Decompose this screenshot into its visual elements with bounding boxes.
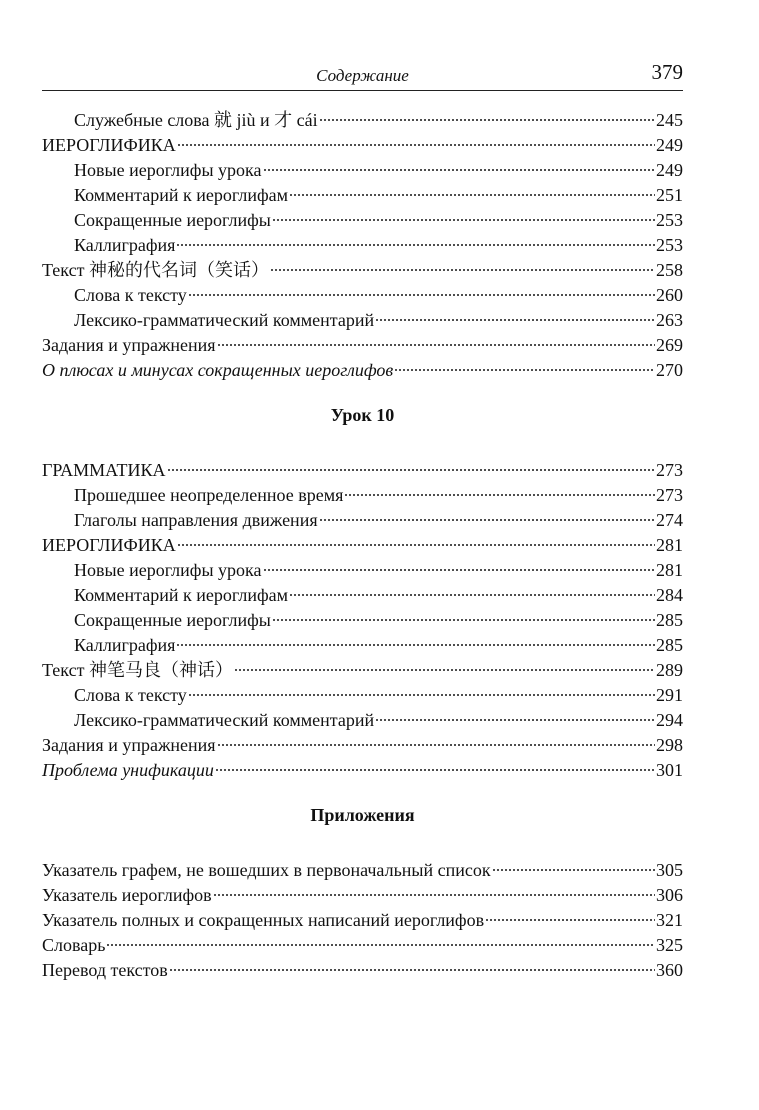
dot-leader bbox=[217, 743, 655, 747]
dot-leader bbox=[106, 943, 655, 947]
toc-entry-title: ИЕРОГЛИФИКА bbox=[42, 535, 176, 555]
toc-entry-title: О плюсах и минусах сокращенных иероглифов bbox=[42, 360, 394, 380]
section-gap bbox=[42, 383, 683, 403]
toc-entry-page: 269 bbox=[656, 335, 683, 355]
toc-entry-title: Задания и упражнения bbox=[42, 735, 216, 755]
toc-entry[interactable] bbox=[42, 683, 683, 708]
toc-entry-page: 285 bbox=[656, 610, 683, 630]
dot-leader bbox=[319, 518, 655, 522]
toc-entry-title: Лексико-грамматический комментарий bbox=[74, 710, 375, 730]
toc-entry-title: ИЕРОГЛИФИКА bbox=[42, 135, 176, 155]
toc-entry-page: 289 bbox=[656, 660, 683, 680]
page-number: 379 bbox=[651, 60, 683, 84]
toc-entry[interactable] bbox=[42, 758, 683, 783]
toc-entry[interactable] bbox=[42, 583, 683, 608]
dot-leader bbox=[272, 618, 655, 622]
toc-entry[interactable] bbox=[42, 908, 683, 933]
toc-entry-page: 301 bbox=[656, 760, 683, 780]
toc-entry-page: 273 bbox=[656, 485, 683, 505]
toc-entry[interactable] bbox=[42, 208, 683, 233]
toc-entry[interactable] bbox=[42, 233, 683, 258]
toc-entry-page: 294 bbox=[656, 710, 683, 730]
toc-entry-page: 245 bbox=[656, 110, 683, 130]
toc-entry-page: 274 bbox=[656, 510, 683, 530]
running-head: Содержание bbox=[316, 66, 409, 85]
section-heading: Приложения bbox=[310, 805, 415, 825]
toc-entry-title: Задания и упражнения bbox=[42, 335, 216, 355]
toc-entry[interactable] bbox=[42, 133, 683, 158]
dot-leader bbox=[176, 243, 655, 247]
dot-leader bbox=[272, 218, 655, 222]
toc-entry[interactable] bbox=[42, 283, 683, 308]
dot-leader bbox=[394, 368, 655, 372]
toc-entry[interactable] bbox=[42, 633, 683, 658]
toc-entry-title: ГРАММАТИКА bbox=[42, 460, 166, 480]
toc-entry-title: Сокращенные иероглифы bbox=[74, 610, 271, 630]
dot-leader bbox=[188, 693, 655, 697]
dot-leader bbox=[485, 918, 655, 922]
toc-entry-page: 251 bbox=[656, 185, 683, 205]
toc-entry[interactable] bbox=[42, 608, 683, 633]
toc-entry-title: Указатель иероглифов bbox=[42, 885, 212, 905]
page-header bbox=[42, 58, 683, 91]
toc-entry-title: Прошедшее неопределенное время bbox=[74, 485, 344, 505]
toc-entry-page: 298 bbox=[656, 735, 683, 755]
section-heading: Урок 10 bbox=[330, 405, 395, 425]
toc-entry-page: 305 bbox=[656, 860, 683, 880]
dot-leader bbox=[215, 768, 655, 772]
toc-entry-title: Служебные слова 就 jiù и 才 cái bbox=[74, 110, 318, 130]
toc-entry[interactable] bbox=[42, 158, 683, 183]
table-of-contents bbox=[42, 108, 683, 983]
toc-entry[interactable] bbox=[42, 358, 683, 383]
toc-entry[interactable] bbox=[42, 708, 683, 733]
toc-entry-title: Перевод текстов bbox=[42, 960, 168, 980]
toc-entry-page: 281 bbox=[656, 535, 683, 555]
toc-entry[interactable] bbox=[42, 858, 683, 883]
section-gap bbox=[42, 428, 683, 458]
toc-entry-title: Новые иероглифы урока bbox=[74, 160, 262, 180]
toc-entry-page: 253 bbox=[656, 210, 683, 230]
toc-entry[interactable] bbox=[42, 933, 683, 958]
toc-entry-page: 249 bbox=[656, 135, 683, 155]
toc-entry-title: Каллиграфия bbox=[74, 235, 176, 255]
dot-leader bbox=[319, 118, 655, 122]
toc-entry[interactable] bbox=[42, 108, 683, 133]
toc-entry-page: 253 bbox=[656, 235, 683, 255]
toc-entry-page: 270 bbox=[656, 360, 683, 380]
dot-leader bbox=[176, 643, 655, 647]
toc-entry-page: 249 bbox=[656, 160, 683, 180]
dot-leader bbox=[375, 718, 655, 722]
toc-entry-title: Указатель графем, не вошедших в первоначальный список bbox=[42, 860, 491, 880]
toc-entry[interactable] bbox=[42, 533, 683, 558]
toc-entry[interactable] bbox=[42, 733, 683, 758]
toc-entry[interactable] bbox=[42, 508, 683, 533]
toc-entry-title: Слова к тексту bbox=[74, 285, 187, 305]
toc-entry-title: Проблема унификации bbox=[42, 760, 214, 780]
dot-leader bbox=[270, 268, 655, 272]
toc-entry-title: Слова к тексту bbox=[74, 685, 187, 705]
toc-entry[interactable] bbox=[42, 258, 683, 283]
toc-entry[interactable] bbox=[42, 308, 683, 333]
toc-entry-title: Новые иероглифы урока bbox=[74, 560, 262, 580]
section-gap bbox=[42, 783, 683, 803]
toc-entry-title: Текст 神秘的代名词（笑话） bbox=[42, 260, 269, 280]
toc-entry[interactable] bbox=[42, 483, 683, 508]
toc-entry-page: 263 bbox=[656, 310, 683, 330]
toc-entry-title: Текст 神笔马良（神话） bbox=[42, 660, 233, 680]
toc-entry-page: 285 bbox=[656, 635, 683, 655]
toc-entry-title: Сокращенные иероглифы bbox=[74, 210, 271, 230]
dot-leader bbox=[263, 168, 655, 172]
toc-entry[interactable] bbox=[42, 458, 683, 483]
toc-entry-title: Глаголы направления движения bbox=[74, 510, 318, 530]
toc-entry-page: 273 bbox=[656, 460, 683, 480]
toc-entry[interactable] bbox=[42, 183, 683, 208]
toc-entry[interactable] bbox=[42, 658, 683, 683]
toc-entry-page: 291 bbox=[656, 685, 683, 705]
toc-entry-page: 281 bbox=[656, 560, 683, 580]
dot-leader bbox=[375, 318, 655, 322]
toc-entry-page: 284 bbox=[656, 585, 683, 605]
section-gap bbox=[42, 828, 683, 858]
dot-leader bbox=[234, 668, 655, 672]
toc-entry-page: 321 bbox=[656, 910, 683, 930]
toc-entry-title: Комментарий к иероглифам bbox=[74, 585, 289, 605]
toc-entry-page: 325 bbox=[656, 935, 683, 955]
dot-leader bbox=[177, 143, 655, 147]
dot-leader bbox=[217, 343, 655, 347]
toc-entry-page: 258 bbox=[656, 260, 683, 280]
dot-leader bbox=[177, 543, 655, 547]
dot-leader bbox=[169, 968, 655, 972]
dot-leader bbox=[263, 568, 655, 572]
dot-leader bbox=[213, 893, 655, 897]
toc-entry-title: Словарь bbox=[42, 935, 106, 955]
toc-entry-page: 306 bbox=[656, 885, 683, 905]
dot-leader bbox=[188, 293, 655, 297]
toc-entry[interactable] bbox=[42, 333, 683, 358]
dot-leader bbox=[344, 493, 655, 497]
toc-entry[interactable] bbox=[42, 558, 683, 583]
toc-entry-title: Указатель полных и сокращенных написаний иероглифов bbox=[42, 910, 485, 930]
toc-entry-page: 260 bbox=[656, 285, 683, 305]
dot-leader bbox=[492, 868, 655, 872]
toc-entry-title: Комментарий к иероглифам bbox=[74, 185, 289, 205]
toc-entry[interactable] bbox=[42, 883, 683, 908]
toc-entry[interactable] bbox=[42, 958, 683, 983]
dot-leader bbox=[167, 468, 655, 472]
toc-entry-page: 360 bbox=[656, 960, 683, 980]
dot-leader bbox=[289, 193, 655, 197]
toc-entry-title: Каллиграфия bbox=[74, 635, 176, 655]
dot-leader bbox=[289, 593, 655, 597]
toc-entry-title: Лексико-грамматический комментарий bbox=[74, 310, 375, 330]
